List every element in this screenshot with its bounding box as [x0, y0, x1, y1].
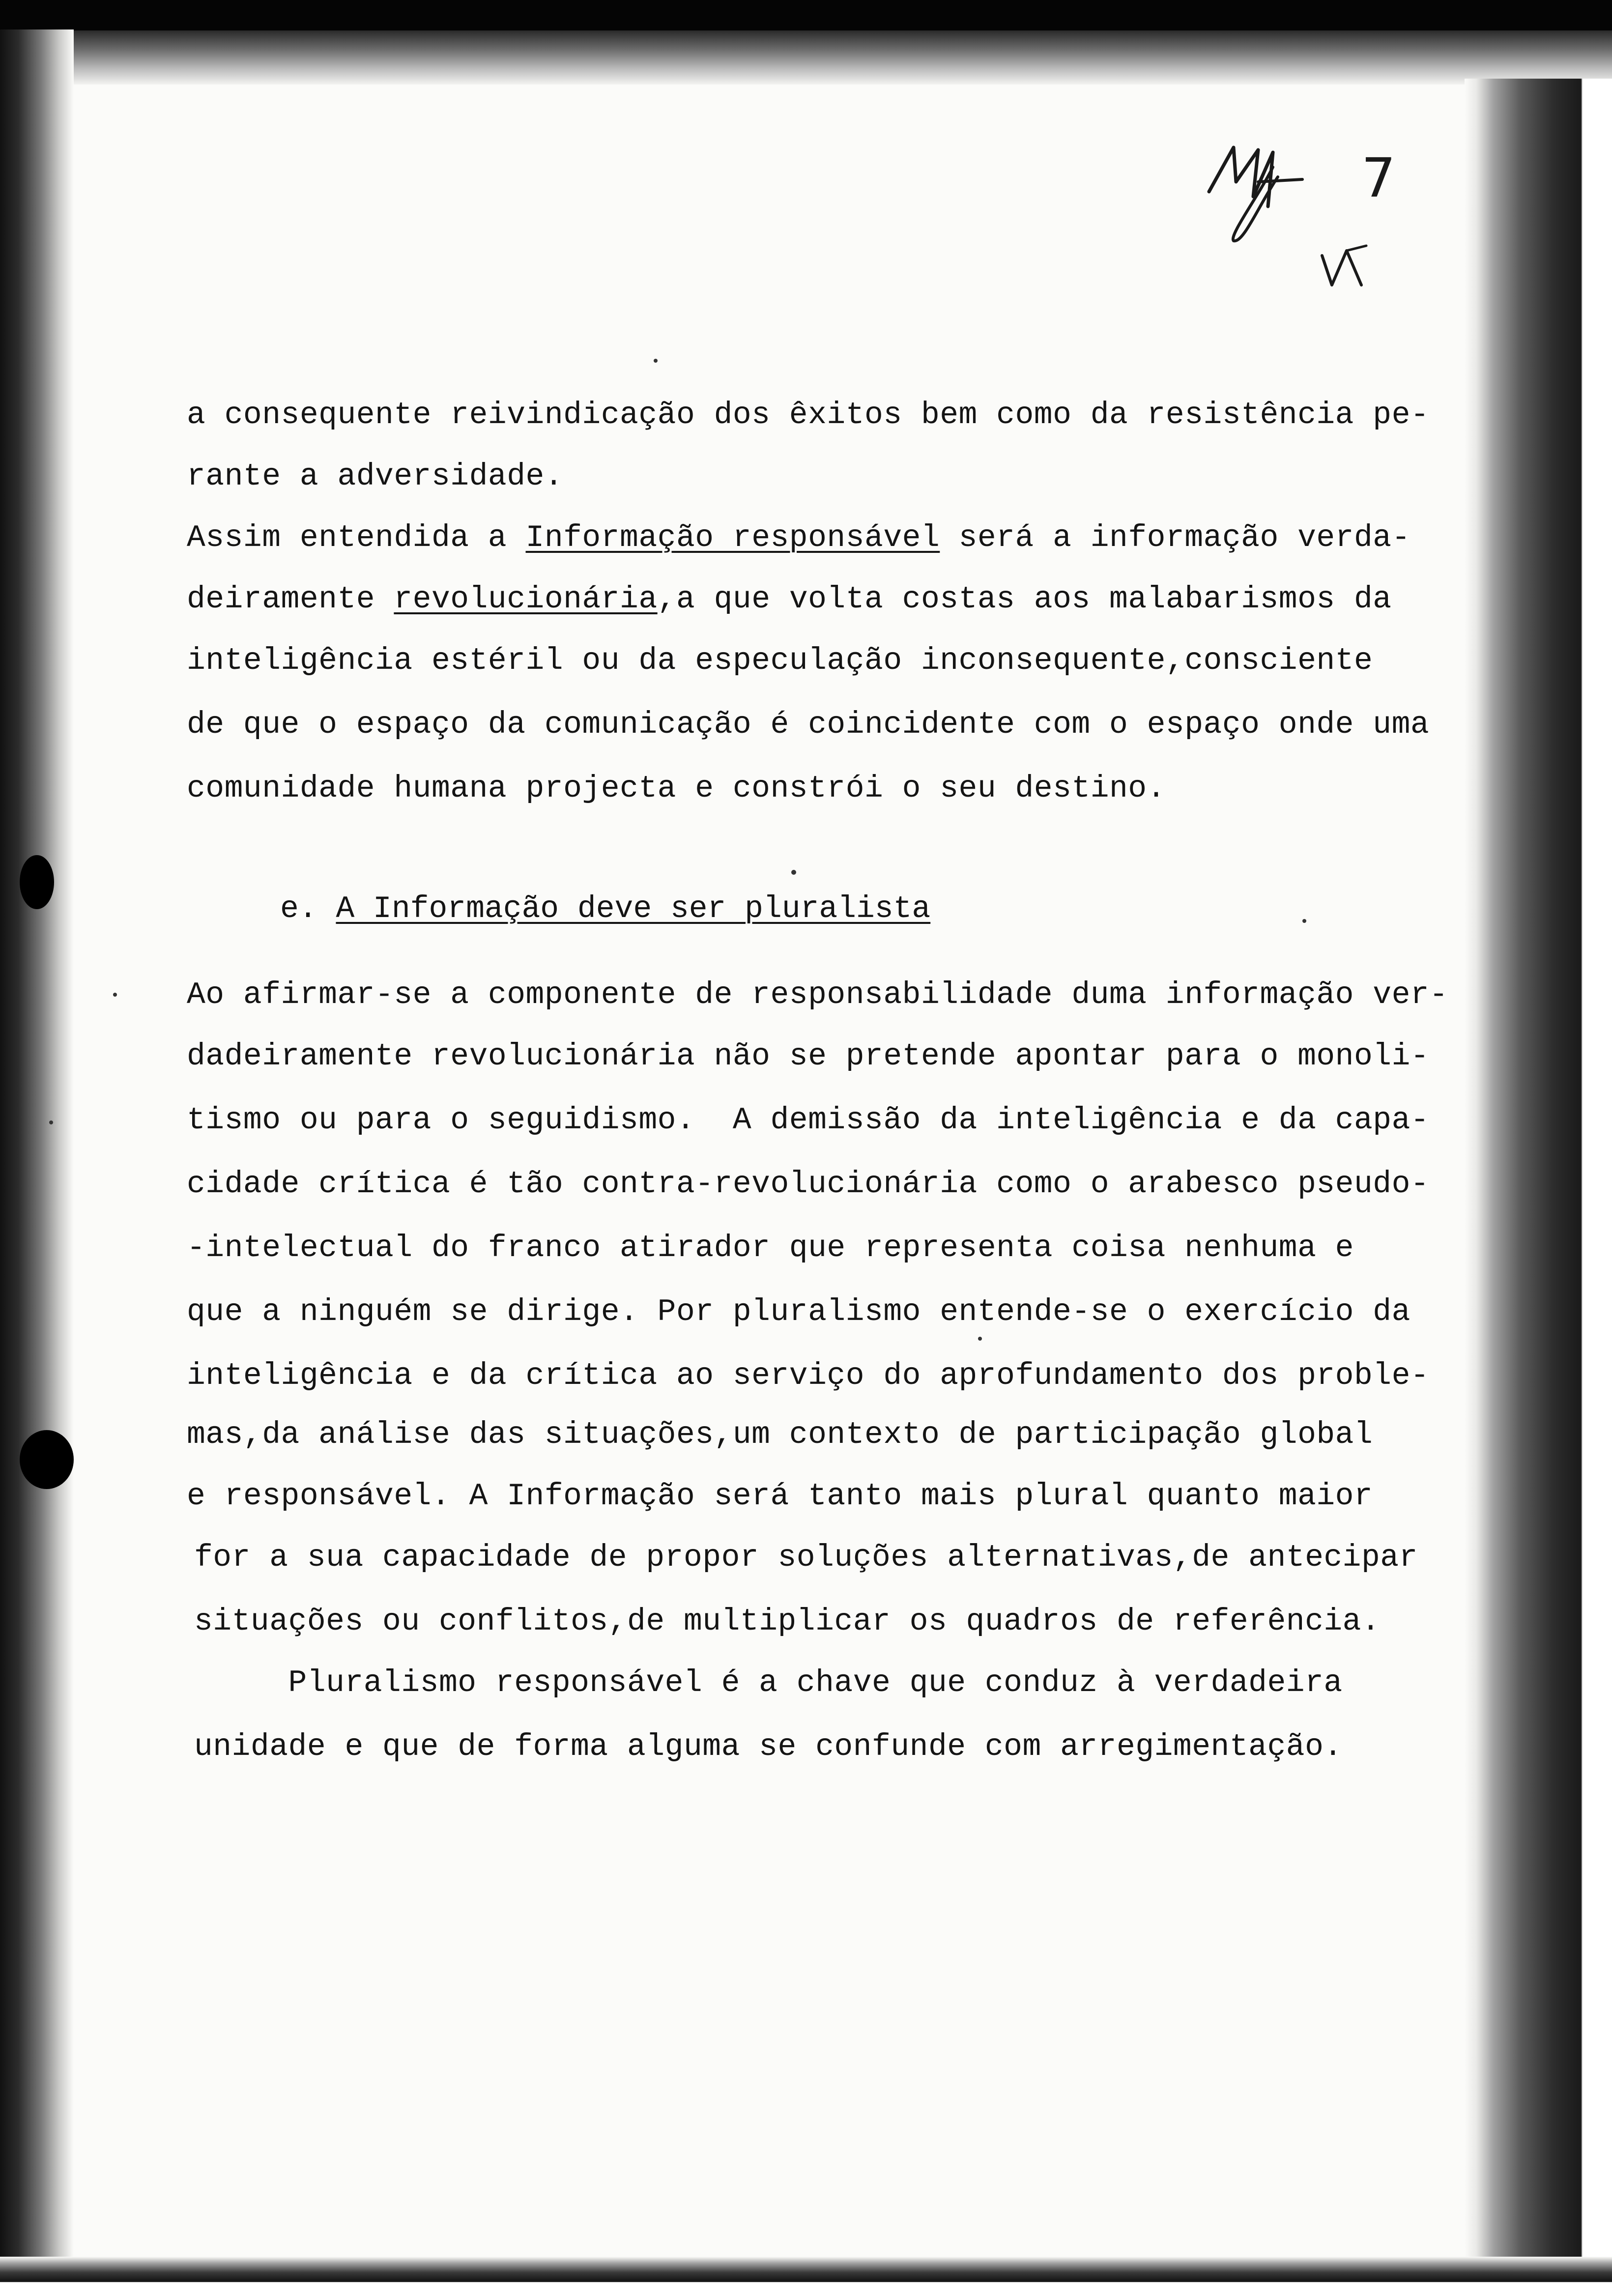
text-line: de que o espaço da comunicação é coincidente com o espaço onde uma [187, 707, 1430, 742]
underlined-term: revolucionária [394, 582, 658, 617]
speck [791, 870, 796, 875]
text-segment: será a informação verda- [940, 520, 1410, 555]
speck [654, 359, 658, 363]
scan-border-bottom [0, 2257, 1612, 2296]
speck [1302, 919, 1306, 923]
text-line: comunidade humana projecta e constrói o seu destino. [187, 771, 1166, 806]
section-heading [280, 890, 930, 929]
text-line: mas,da análise das situações,um contexto de participação global [187, 1417, 1373, 1452]
scan-border-left [0, 29, 74, 2270]
text-line [187, 518, 1410, 558]
text-line: que a ninguém se dirige. Por pluralismo entende-se o exercício da [187, 1294, 1410, 1329]
speck [49, 1120, 53, 1124]
text-line: a consequente reivindicação dos êxitos bem como da resistência pe- [187, 398, 1430, 432]
scan-border-top [0, 0, 1612, 30]
text-segment: Assim entendida a [187, 520, 526, 555]
punch-hole-top [20, 855, 54, 909]
text-line: Pluralismo responsável é a chave que conduz à verdadeira [194, 1665, 1343, 1700]
speck [978, 1337, 982, 1341]
section-letter: e. [280, 891, 317, 926]
text-line: -intelectual do franco atirador que representa coisa nenhuma e [187, 1231, 1354, 1265]
text-line: cidade crítica é tão contra-revolucionária como o arabesco pseudo- [187, 1167, 1430, 1202]
text-line: rante a adversidade. [187, 459, 564, 494]
speck [113, 993, 117, 997]
text-line: inteligência estéril ou da especulação inconsequente,consciente [187, 643, 1373, 678]
punch-hole-bottom [20, 1430, 74, 1489]
handwritten-initials [1199, 138, 1406, 300]
text-line: situações ou conflitos,de multiplicar os quadros de referência. [194, 1604, 1381, 1639]
section-title: A Informação deve ser pluralista [336, 891, 931, 926]
text-line: Ao afirmar-se a componente de responsabilidade duma informação ver- [187, 977, 1448, 1012]
underlined-term: Informação responsável [525, 520, 940, 555]
text-line: unidade e que de forma alguma se confunde com arregimentação. [194, 1729, 1343, 1764]
page-number: 7 [1361, 146, 1396, 209]
text-line: tismo ou para o seguidismo. A demissão da inteligência e da capa- [187, 1103, 1430, 1138]
scan-border-top-shadow [0, 30, 1612, 85]
text-segment: deiramente [187, 582, 394, 617]
text-line: e responsável. A Informação será tanto mais plural quanto maior [187, 1479, 1373, 1514]
text-line [187, 580, 1392, 619]
text-line: dadeiramente revolucionária não se pretende apontar para o monoli- [187, 1039, 1430, 1074]
scan-border-right [1465, 79, 1612, 2275]
text-segment: ,a que volta costas aos malabarismos da [657, 582, 1392, 617]
text-line: for a sua capacidade de propor soluções alternativas,de antecipar [194, 1540, 1418, 1575]
text-line: inteligência e da crítica ao serviço do aprofundamento dos proble- [187, 1358, 1430, 1393]
